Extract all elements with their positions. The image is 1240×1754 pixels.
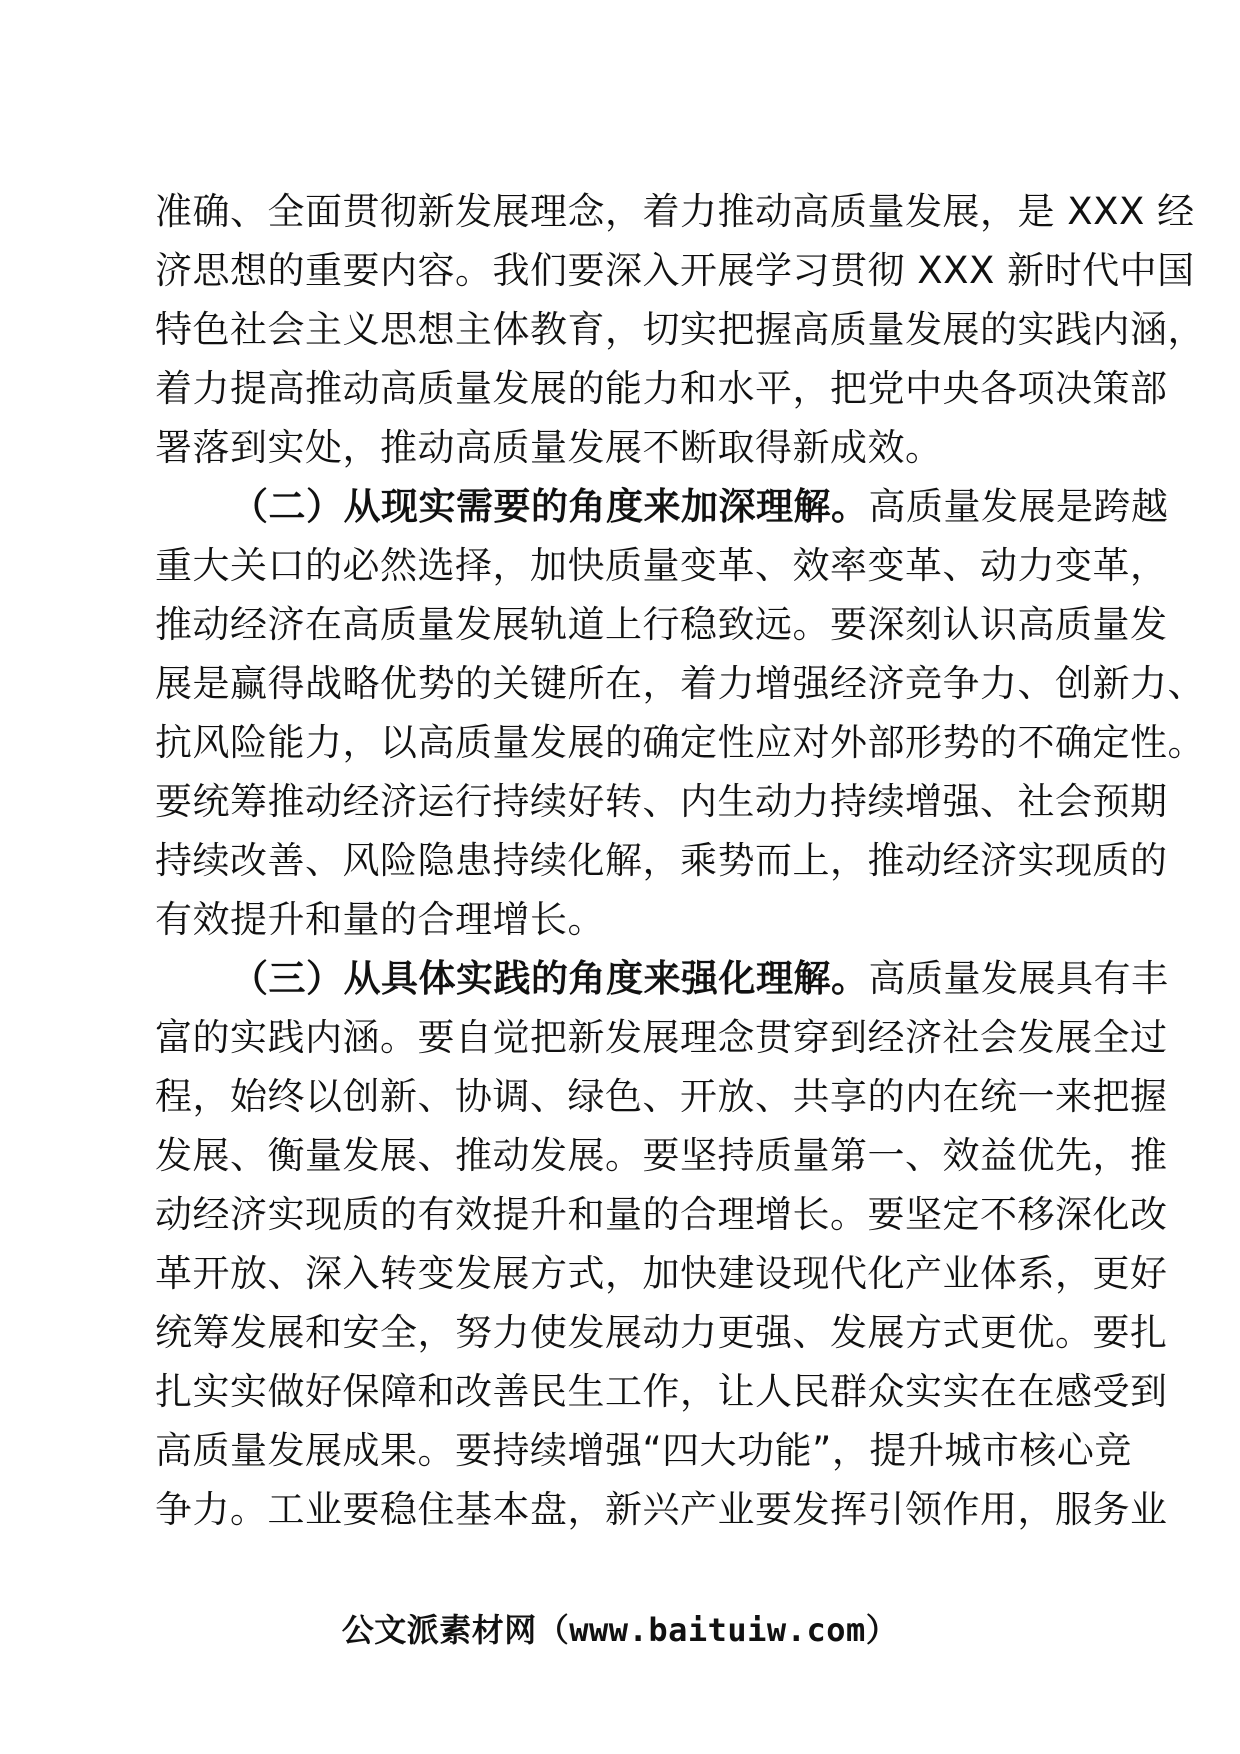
section-3-first-line-text: 高质量发展具有丰 xyxy=(868,957,1169,1000)
body-line: 抗风险能力，以高质量发展的确定性应对外部形势的不确定性。 xyxy=(155,721,1205,764)
body-line: 争力。工业要稳住基本盘，新兴产业要发挥引领作用，服务业 xyxy=(155,1488,1168,1531)
body-line: 革开放、深入转变发展方式，加快建设现代化产业体系，更好 xyxy=(155,1252,1168,1295)
body-line: 要统筹推动经济运行持续好转、内生动力持续增强、社会预期 xyxy=(155,780,1168,823)
body-line: 发展、衡量发展、推动发展。要坚持质量第一、效益优先，推 xyxy=(155,1134,1168,1177)
body-line: 持续改善、风险隐患持续化解，乘势而上，推动经济实现质的 xyxy=(155,839,1168,882)
body-line: 着力提高推动高质量发展的能力和水平，把党中央各项决策部 xyxy=(155,367,1168,410)
body-line: 扎实实做好保障和改善民生工作，让人民群众实实在在感受到 xyxy=(155,1370,1168,1413)
body-line: 富的实践内涵。要自觉把新发展理念贯穿到经济社会发展全过 xyxy=(155,1016,1168,1059)
body-line: 统筹发展和安全，努力使发展动力更强、发展方式更优。要扎 xyxy=(155,1311,1168,1354)
footer-site-name: 公文派素材网 xyxy=(341,1611,537,1649)
footer-url: （www.baituiw.com） xyxy=(536,1611,899,1649)
section-2-first-line-text: 高质量发展是跨越 xyxy=(868,485,1169,528)
body-line: 高质量发展成果。要持续增强“四大功能”，提升城市核心竞 xyxy=(155,1429,1132,1472)
page-footer xyxy=(0,1605,1240,1651)
section-2-first-line xyxy=(155,477,1169,536)
section-3-heading: （三）从具体实践的角度来强化理解。 xyxy=(231,957,869,1000)
body-line: 重大关口的必然选择，加快质量变革、效率变革、动力变革， xyxy=(155,544,1168,587)
body-line: 济思想的重要内容。我们要深入开展学习贯彻 XXX 新时代中国 xyxy=(155,249,1195,292)
body-line: 程，始终以创新、协调、绿色、开放、共享的内在统一来把握 xyxy=(155,1075,1168,1118)
document-body xyxy=(155,182,1205,1539)
body-line: 准确、全面贯彻新发展理念，着力推动高质量发展，是 XXX 经 xyxy=(155,190,1195,233)
body-line: 特色社会主义思想主体教育，切实把握高质量发展的实践内涵， xyxy=(155,308,1205,351)
body-line: 有效提升和量的合理增长。 xyxy=(155,898,605,941)
body-line: 推动经济在高质量发展轨道上行稳致远。要深刻认识高质量发 xyxy=(155,603,1168,646)
section-2-heading: （二）从现实需要的角度来加深理解。 xyxy=(231,485,869,528)
body-line: 展是赢得战略优势的关键所在，着力增强经济竞争力、创新力、 xyxy=(155,662,1205,705)
section-3-first-line xyxy=(155,949,1169,1008)
body-line: 动经济实现质的有效提升和量的合理增长。要坚定不移深化改 xyxy=(155,1193,1168,1236)
body-line: 署落到实处，推动高质量发展不断取得新成效。 xyxy=(155,426,943,469)
